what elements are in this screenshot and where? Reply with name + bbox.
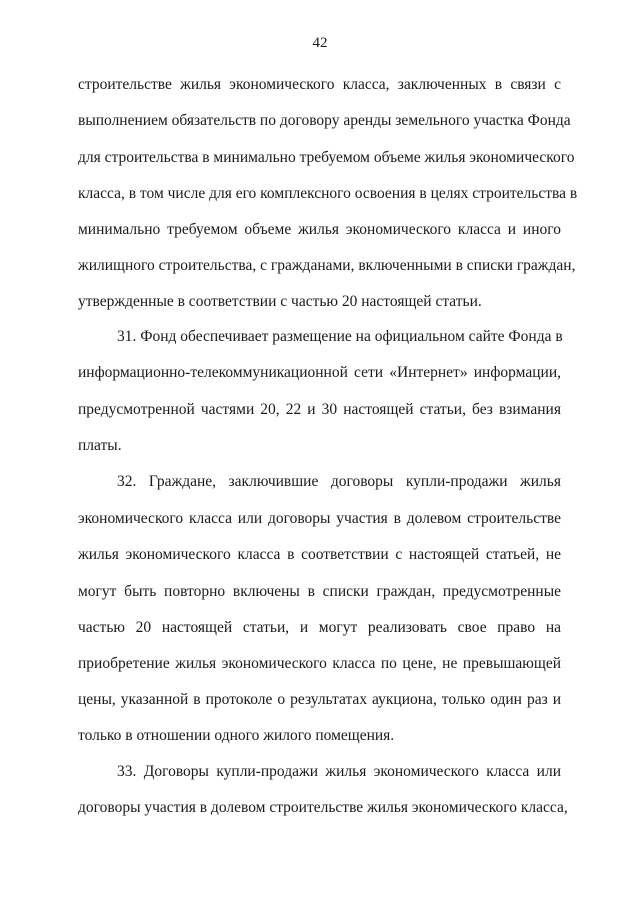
paragraph-last-line: утвержденные в соответствии с частью 20 настоящей статьи. (78, 293, 482, 310)
page-number: 42 (312, 35, 328, 51)
text-line: информационно-телекоммуникационной сети «Интернет» информации, (78, 364, 561, 381)
text-line: приобретение жилья экономического класса по цене, не превышающей (78, 655, 561, 672)
text-line: для строительства в минимально требуемом объеме жилья экономического (78, 149, 575, 166)
text-line: частью 20 настоящей статьи, и могут реализовать свое право на (78, 619, 561, 636)
paragraph-31-first-line: 31. Фонд обеспечивает размещение на официальном сайте Фонда в (117, 328, 563, 345)
text-line: выполнением обязательств по договору аренды земельного участка Фонда (78, 112, 571, 129)
text-line: договоры участия в долевом строительстве жилья экономического класса, (78, 799, 568, 816)
text-line: цены, указанной в протоколе о результатах аукциона, только один раз и (78, 691, 561, 708)
text-line: класса, в том числе для его комплексного освоения в целях строительства в (78, 185, 578, 202)
text-line: могут быть повторно включены в списки граждан, предусмотренные (78, 583, 561, 600)
text-line: экономического класса или договоры участия в долевом строительстве (78, 510, 561, 527)
paragraph-32-first-line: 32. Граждане, заключившие договоры купли-продажи жилья (117, 473, 561, 490)
text-line: предусмотренной частями 20, 22 и 30 настоящей статьи, без взимания (78, 401, 561, 418)
text-line: жилья экономического класса в соответствии с настоящей статьей, не (78, 546, 561, 563)
text-line: жилищного строительства, с гражданами, включенными в списки граждан, (78, 257, 576, 274)
paragraph-33-first-line: 33. Договоры купли-продажи жилья экономического класса или (117, 763, 561, 780)
text-line: строительстве жилья экономического класса, заключенных в связи с (78, 76, 561, 93)
paragraph-last-line: только в отношении одного жилого помещения. (78, 727, 395, 744)
text-line: минимально требуемом объеме жилья экономического класса и иного (78, 221, 561, 238)
paragraph-last-line: платы. (78, 437, 122, 454)
